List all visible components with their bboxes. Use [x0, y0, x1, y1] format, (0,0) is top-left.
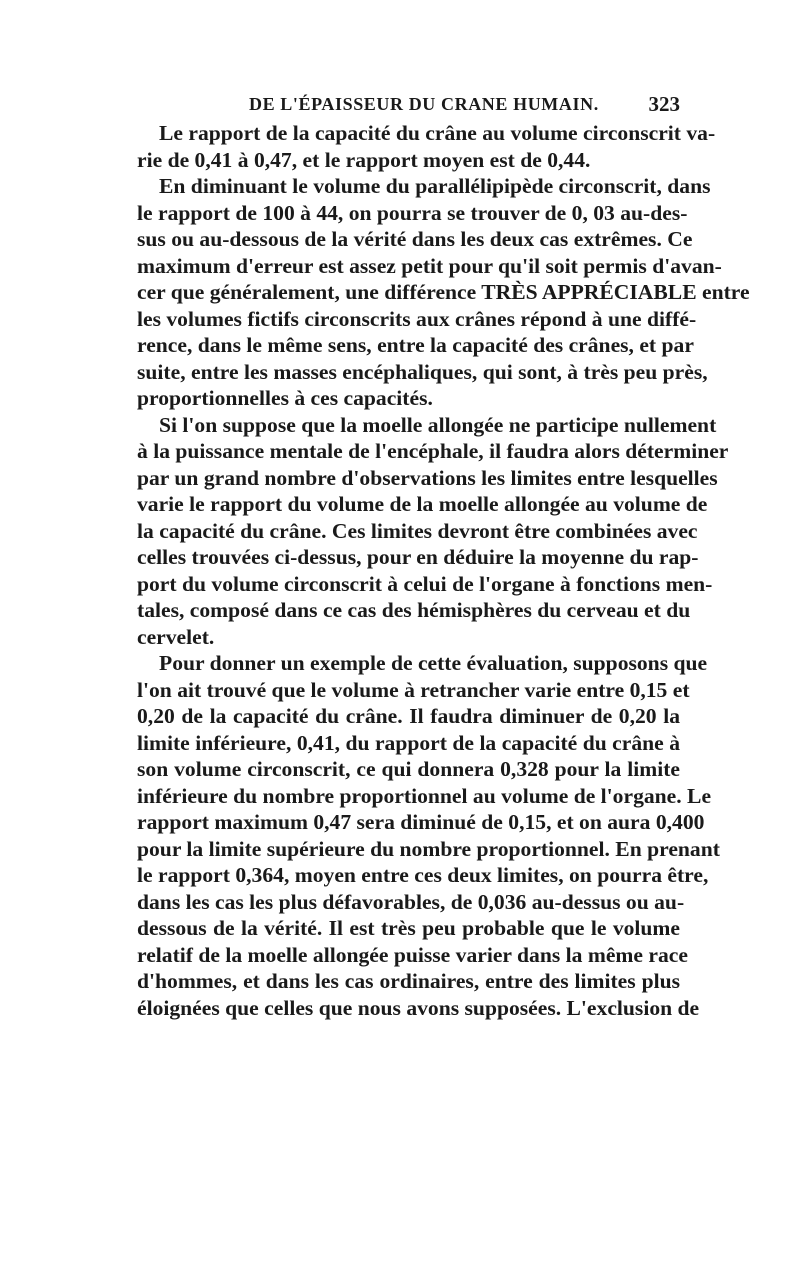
body-text — [137, 120, 750, 1021]
text-line: varie le rapport du volume de la moelle allongée au volume de — [137, 492, 708, 516]
text-line: Si l'on suppose que la moelle allongée ne participe nullement — [159, 412, 717, 437]
text-line: suite, entre les masses encéphaliques, qui sont, à très peu près, — [137, 359, 708, 384]
text-line: sus ou au-dessous de la vérité dans les deux cas extrêmes. Ce — [137, 227, 693, 251]
running-head: DE L'ÉPAISSEUR DU CRANE HUMAIN. — [249, 94, 599, 114]
text-line: l'on ait trouvé que le volume à retrancher varie entre 0,15 et — [137, 677, 690, 702]
paragraph — [137, 650, 720, 1021]
text-line: son volume circonscrit, ce qui donnera 0,328 pour la limite — [137, 757, 680, 781]
text-line: port du volume circonscrit à celui de l'organe à fonctions men- — [137, 571, 713, 596]
text-line: limite inférieure, 0,41, du rapport de la capacité du crâne à — [137, 730, 680, 755]
text-line: le rapport de 100 à 44, on pourra se trouver de 0, 03 au-des- — [137, 200, 688, 225]
text-line: cer que généralement, une différence TRÈS APPRÉCIABLE entre — [137, 280, 750, 304]
page-header — [137, 90, 680, 120]
text-line: par un grand nombre d'observations les limites entre lesquelles — [137, 465, 718, 490]
text-line: pour la limite supérieure du nombre proportionnel. En prenant — [137, 836, 720, 861]
paragraph — [137, 412, 729, 651]
text-line: 0,20 de la capacité du crâne. Il faudra diminuer de 0,20 la — [137, 704, 680, 728]
text-line: dessous de la vérité. Il est très peu probable que le volume — [137, 916, 680, 940]
text-line: la capacité du crâne. Ces limites devront être combinées avec — [137, 518, 698, 543]
text-line: rie de 0,41 à 0,47, et le rapport moyen est de 0,44. — [137, 147, 591, 172]
text-line: dans les cas les plus défavorables, de 0,036 au-dessus ou au- — [137, 889, 685, 914]
text-line: les volumes fictifs circonscrits aux crânes répond à une diffé- — [137, 306, 697, 331]
paragraph — [137, 173, 750, 412]
text-line: rapport maximum 0,47 sera diminué de 0,15, et on aura 0,400 — [137, 810, 705, 834]
text-line: rence, dans le même sens, entre la capacité des crânes, et par — [137, 333, 694, 357]
text-line: proportionnelles à ces capacités. — [137, 386, 433, 410]
text-line: relatif de la moelle allongée puisse varier dans la même race — [137, 942, 688, 967]
paragraph — [137, 120, 716, 173]
text-line: le rapport 0,364, moyen entre ces deux limites, on pourra être, — [137, 863, 709, 887]
text-line: Pour donner un exemple de cette évaluation, supposons que — [159, 651, 708, 675]
page-number: 323 — [648, 92, 680, 116]
text-line: tales, composé dans ce cas des hémisphères du cerveau et du — [137, 598, 691, 622]
text-line: à la puissance mentale de l'encéphale, il faudra alors déterminer — [137, 439, 729, 463]
text-line: Le rapport de la capacité du crâne au volume circonscrit va- — [159, 121, 716, 145]
text-line: En diminuant le volume du parallélipipède circonscrit, dans — [159, 174, 711, 198]
text-line: cervelet. — [137, 624, 215, 649]
text-line: éloignées que celles que nous avons supposées. L'exclusion de — [137, 995, 700, 1020]
text-line: d'hommes, et dans les cas ordinaires, entre des limites plus — [137, 969, 680, 993]
text-line: celles trouvées ci-dessus, pour en déduire la moyenne du rap- — [137, 545, 699, 569]
text-line: inférieure du nombre proportionnel au volume de l'organe. Le — [137, 783, 712, 808]
text-line: maximum d'erreur est assez petit pour qu'il soit permis d'avan- — [137, 253, 722, 278]
